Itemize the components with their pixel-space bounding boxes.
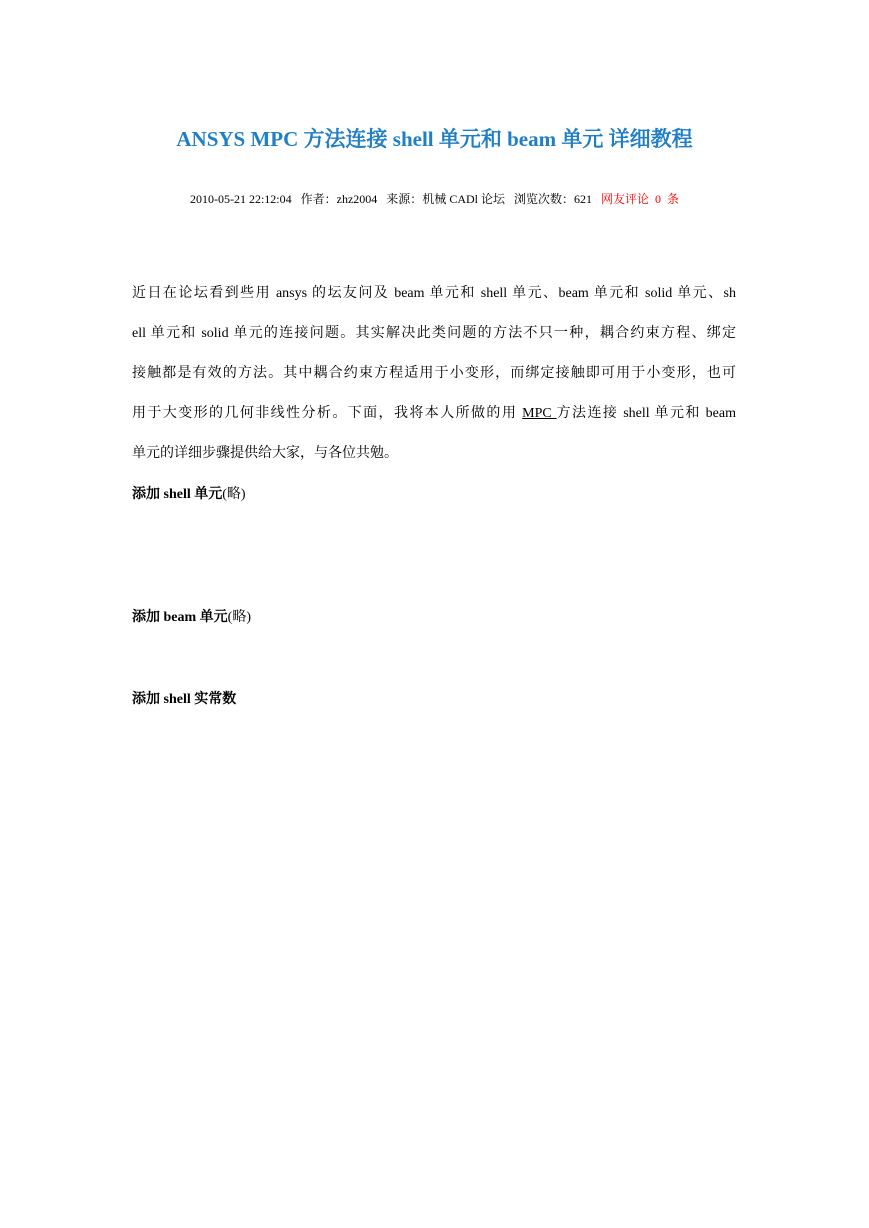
meta-views-label: 浏览次数： [513,192,574,206]
section-heading-bold: 添加 beam 单元 [132,610,228,625]
section-heading-bold: 添加 shell 单元 [132,487,223,502]
comments-link[interactable] [601,192,679,206]
comments-count: 0 [655,192,662,206]
paragraph-line-4-end: 方法连接 shell 单元和 beam [556,406,736,421]
comments-prefix: 网友评论 [601,192,650,206]
section-heading-shell-real-constants [132,689,236,711]
meta-source: 机械 CADl 论坛 [422,192,505,206]
paragraph-line-4-start: 用于大变形的几何非线性分析。下面，我将本人所做的用 [132,406,523,421]
meta-author: zhz2004 [336,192,378,206]
article-body [132,274,736,474]
article-title-text: ANSYS MPC 方法连接 shell 单元和 beam 单元 详细教程 [176,127,693,151]
meta-views: 621 [574,192,592,206]
meta-date: 2010-05-21 22:12:04 [189,192,292,206]
paragraph-line-4 [132,394,736,434]
paragraph-line-2: ell 单元和 solid 单元的连接问题。其实解决此类问题的方法不只一种，耦合约束方程、绑定 [132,326,736,341]
article-title [0,123,869,155]
comments-suffix: 条 [667,192,680,206]
paragraph-line-3: 接触都是有效的方法。其中耦合约束方程适用于小变形，而绑定接触即可用于小变形，也可 [132,366,736,381]
mpc-link[interactable]: MPC [522,406,557,421]
meta-source-label: 来源： [386,192,423,206]
section-heading-note: (略) [227,610,251,625]
paragraph-line-1: 近日在论坛看到些用 ansys 的坛友问及 beam 单元和 shell 单元、beam 单元和 solid 单元、sh [132,286,736,301]
section-heading-beam-element [132,607,251,629]
article-meta [0,189,869,209]
paragraph-line-5: 单元的详细步骤提供给大家，与各位共勉。 [132,446,398,461]
section-heading-shell-element [132,484,246,506]
section-heading-note: (略) [222,487,246,502]
section-heading-bold: 添加 shell 实常数 [132,692,237,707]
meta-author-label: 作者： [300,192,337,206]
